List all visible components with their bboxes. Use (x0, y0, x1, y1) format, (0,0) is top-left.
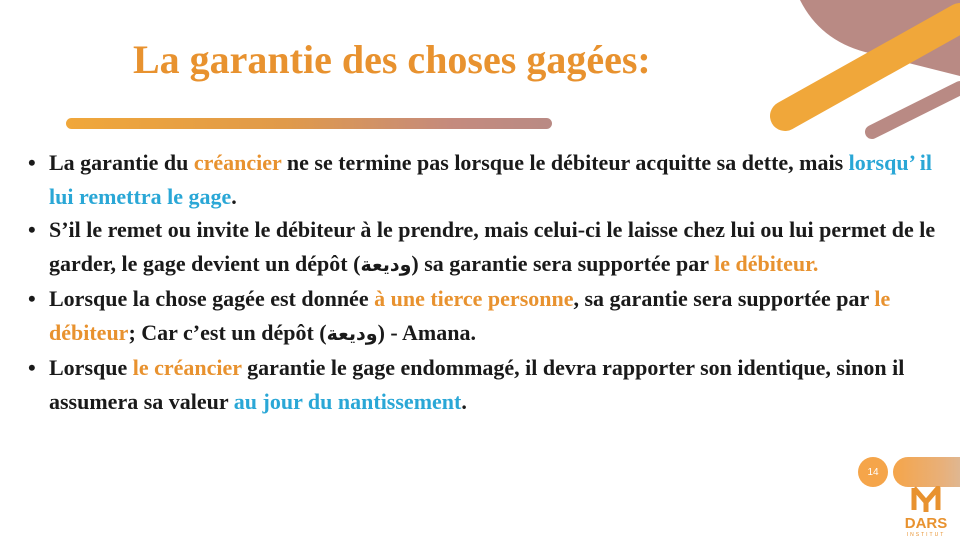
bullet-text-segment: ) - Amana. (377, 319, 476, 345)
bullet-text-segment: créancier (193, 150, 282, 175)
footer-pill (893, 457, 960, 487)
bullet-text-segment: au jour du nantissement (233, 388, 462, 414)
bullet-text-segment: ne se termine pas lorsque le débiteur acquitte sa dette, mais (281, 150, 849, 175)
bullet-text-segment: وديعة (360, 253, 412, 276)
bullet-content (28, 146, 948, 418)
bullet-text-segment: , sa garantie sera supportée par (573, 286, 875, 311)
page-number-badge: 14 (858, 457, 888, 487)
bullet-item (28, 146, 948, 213)
logo-name: DARS (904, 515, 948, 532)
bullet-text-segment: ) sa garantie sera supportée par (411, 250, 715, 276)
bullet-text-segment: S’il le remet ou invite le débiteur à le prendre, mais celui-ci le laisse chez lui ou lui permet de le garder, le gage devient un dépôt ( (49, 217, 936, 276)
bullet-text-segment: le débiteur. (714, 250, 819, 276)
bullet-text-segment: le débiteur (49, 286, 891, 345)
title-underline (66, 118, 552, 129)
slide-title: La garantie des choses gagées: (133, 37, 651, 82)
bullet-text-segment: . (231, 183, 237, 209)
bullet-text-segment: Lorsque la chose gagée est donnée (49, 286, 375, 311)
bullet-item (28, 213, 948, 282)
bullet-list (28, 146, 948, 418)
bullet-text-segment: ; Car c’est un dépôt ( (128, 319, 327, 345)
bullet-text-segment: Lorsque (49, 355, 133, 380)
corner-brown-stripe (872, 88, 960, 132)
bullet-text-segment: lorsqu’ il lui remettra le gage (49, 150, 932, 209)
bullet-text-segment: garantie le gage endommagé, il devra rapporter son identique, sinon il assumera sa valeur (49, 355, 905, 414)
bullet-text-segment: le créancier (132, 355, 242, 380)
bullet-item (28, 351, 948, 418)
bullet-text-segment: à une tierce personne (374, 286, 574, 311)
bullet-item (28, 282, 948, 351)
dars-logo-icon (896, 486, 956, 538)
logo-tagline: INSTITUT (906, 532, 946, 538)
bullet-text-segment: . (461, 388, 467, 414)
bullet-text-segment: La garantie du (49, 150, 194, 175)
bullet-text-segment: وديعة (326, 322, 378, 345)
